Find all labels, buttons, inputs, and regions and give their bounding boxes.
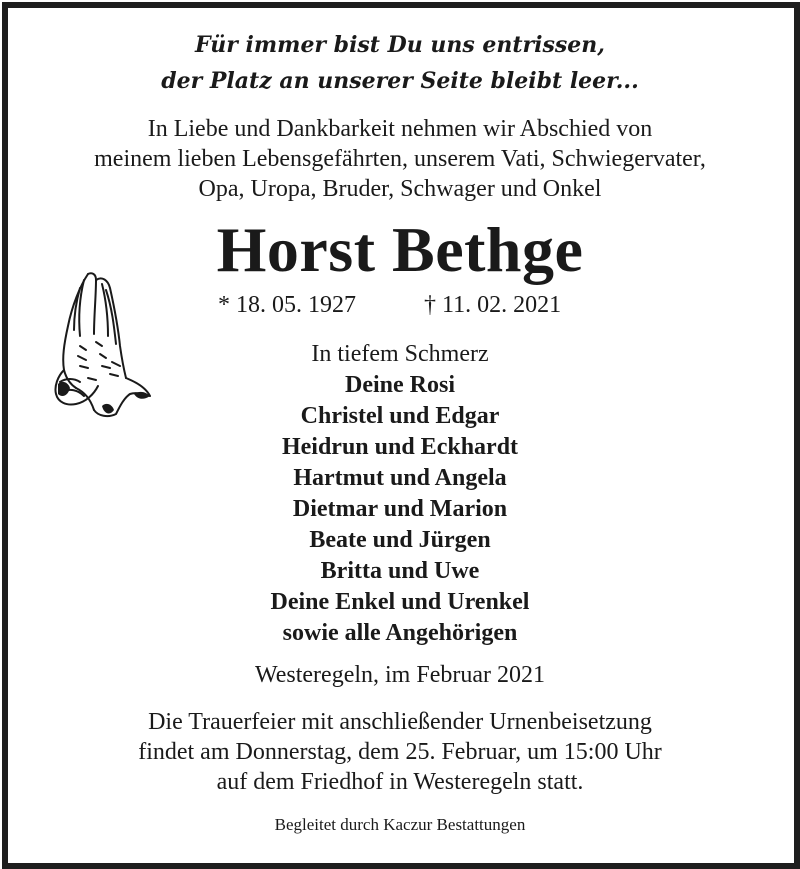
deceased-name: Horst Bethge <box>216 214 584 285</box>
death-date: † 11. 02. 2021 <box>424 292 562 318</box>
mourner-name: Beate und Jürgen <box>309 527 491 553</box>
intro-line-1: In Liebe und Dankbarkeit nehmen wir Abschied von <box>147 116 653 142</box>
mourner-name: Dietmar und Marion <box>292 496 508 522</box>
motto-line-1: Für immer bist Du uns entrissen, <box>195 32 605 58</box>
intro-line-2: meinem lieben Lebensgefährten, unserem Vati, Schwiegervater, <box>94 146 706 172</box>
intro-line-3: Opa, Uropa, Bruder, Schwager und Onkel <box>198 176 602 202</box>
motto-line-2: der Platz an unserer Seite bleibt leer... <box>161 68 639 94</box>
mourner-name: Deine Rosi <box>345 372 455 398</box>
mourner-name: Heidrun und Eckhardt <box>281 434 519 460</box>
place-and-date: Westeregeln, im Februar 2021 <box>255 662 545 688</box>
birth-date: * 18. 05. 1927 <box>218 292 356 318</box>
ceremony-line-2: findet am Donnerstag, dem 25. Februar, um 15:00 Uhr <box>138 739 662 765</box>
ceremony-line-3: auf dem Friedhof in Westeregeln statt. <box>216 769 584 795</box>
mourner-name: Britta und Uwe <box>320 558 480 584</box>
mourner-name: Deine Enkel und Urenkel <box>270 589 530 615</box>
mourner-name: Christel und Edgar <box>300 403 500 429</box>
funeral-home-credit: Begleitet durch Kaczur Bestattungen <box>274 815 526 834</box>
ceremony-line-1: Die Trauerfeier mit anschließender Urnenbeisetzung <box>148 709 652 735</box>
mourners-heading: In tiefem Schmerz <box>311 341 489 367</box>
mourner-name: sowie alle Angehörigen <box>282 620 518 646</box>
mourner-name: Hartmut und Angela <box>293 465 507 491</box>
